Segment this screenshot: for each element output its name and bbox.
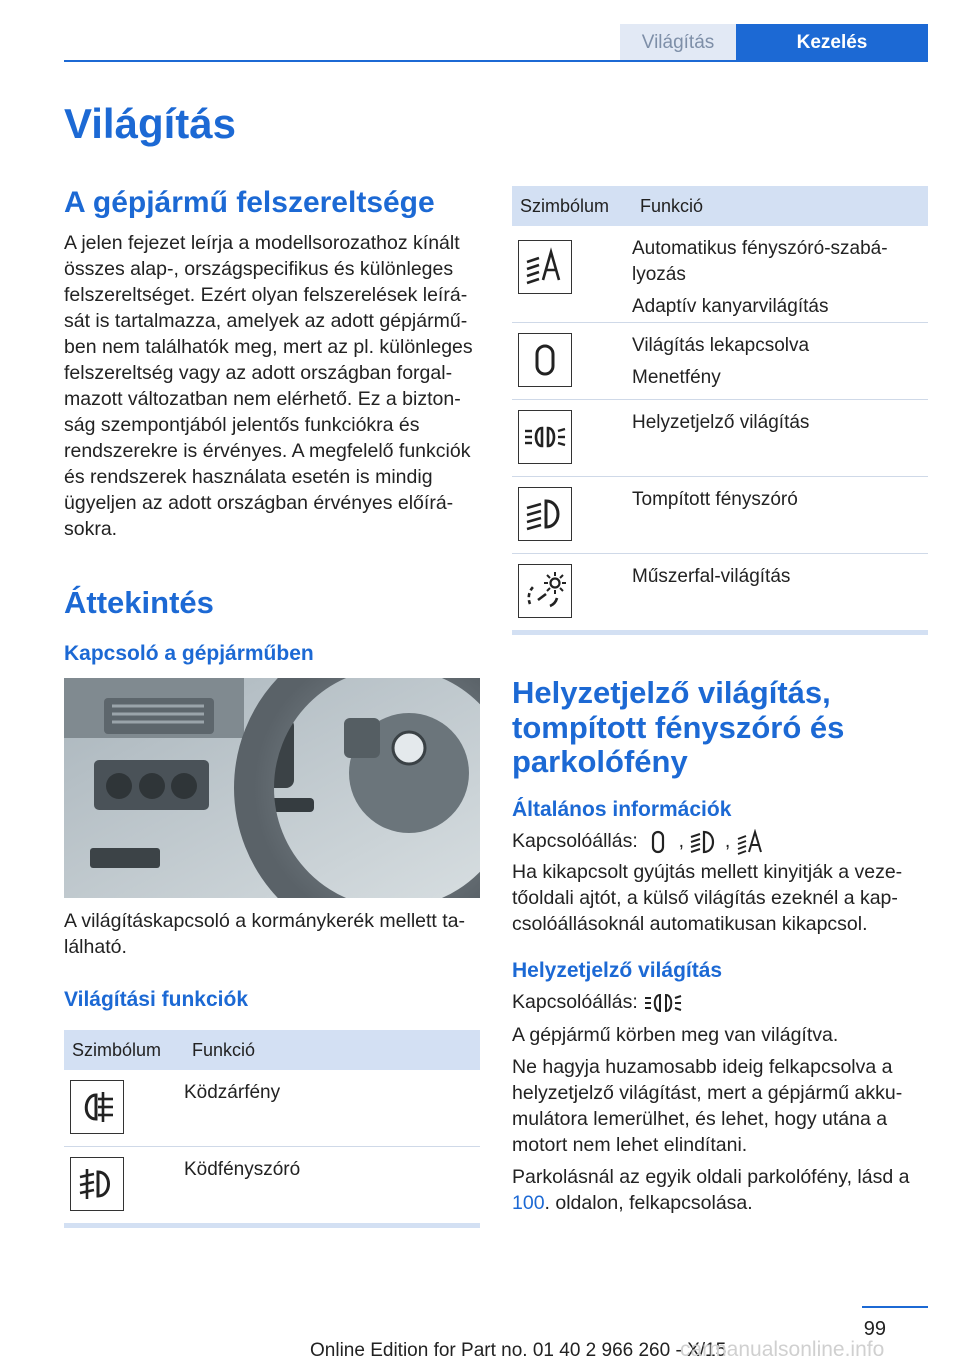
- col-symbol-header: Szimbólum: [72, 1039, 162, 1060]
- table-row: [64, 1147, 480, 1223]
- lights-off-icon: [643, 829, 673, 855]
- footer-edition: Online Edition for Part no. 01 40 2 966 260 - X/15: [310, 1340, 727, 1361]
- function-text: Automatikus fényszóró-szabályozás: [632, 238, 888, 285]
- parking-text-3: [512, 1164, 928, 1216]
- table-bottom-rule: [512, 630, 928, 635]
- parking-text-2: Ne hagyja huzamosabb ideig felkapcsolva a helyzetjelző világítást, mert a gépjármű akkumulátora lemerülhet, és lehet, hogy utána a motort nem lehet elindítani.: [512, 1055, 903, 1156]
- col-function-header: Funkció: [192, 1039, 256, 1060]
- table-header: [512, 186, 928, 226]
- parking-light-icon: [518, 410, 572, 464]
- rear-fog-light-icon: [70, 1080, 124, 1134]
- table-row: [512, 226, 928, 323]
- table-row: [64, 1070, 480, 1147]
- page-number: 99: [863, 1318, 886, 1340]
- auto-headlight-icon: [518, 240, 572, 294]
- function-text: Menetfény: [632, 367, 721, 388]
- function-text: Ködzárfény: [184, 1082, 281, 1103]
- col-function-header: Funkció: [640, 195, 704, 216]
- table-row: [512, 477, 928, 554]
- function-text: Adaptív kanyarvilágítás: [632, 296, 829, 317]
- function-text: Műszerfal-világítás: [632, 566, 791, 587]
- front-fog-light-icon: [70, 1157, 124, 1211]
- switch-label: Kapcsolóállás:: [512, 830, 638, 853]
- parking-switch-line: [512, 989, 928, 1016]
- low-beam-icon: [689, 829, 719, 855]
- subsection-switch-title: Kapcsoló a gépjárműben: [64, 642, 314, 666]
- footer-rule: [862, 1306, 928, 1308]
- function-text: Tompított fényszóró: [632, 489, 798, 510]
- table-row: [512, 554, 928, 630]
- functions-title: Világítási funkciók: [64, 988, 249, 1011]
- function-text: Helyzetjelző világítás: [632, 412, 810, 433]
- function-text: Ködfényszóró: [184, 1159, 301, 1180]
- parking-text-3-end: . oldalon, felkapcsolása.: [544, 1191, 753, 1214]
- general-info-text: Ha kikapcsolt gyújtás mellett kinyitják a vezetőoldali ajtót, a külső világítás ezeknél a kapcsolóállásoknál automatikusan kikapcsol.: [512, 861, 903, 935]
- separator-1: ,: [678, 830, 685, 853]
- left-functions-table: [64, 1030, 480, 1228]
- function-text: Világítás lekapcsolva: [632, 335, 810, 356]
- section-equipment-text: A jelen fejezet leírja a modellsorozathoz kínált összes alap-, országspecifikus és különleges felszereltséget. Ezért olyan felszerelések leírását is tartalmazza, amelyek az adott gépjárműben nem találhatók meg, mert az pl. különleges felszereltség vagy az adott országban forgalmazott változatban nem elérhető. Ez a biztonság szempontjából jelentős funkciókra és rendszerekre is érvényes. A megfelelő funkciók és rendszerek használata esetén is mindig ügyeljen az adott országban érvényes előírásokra.: [64, 231, 473, 540]
- lights-off-icon: [518, 333, 572, 387]
- table-row: [512, 400, 928, 477]
- header-tab-chapter: Kezelés: [736, 24, 928, 62]
- section-parking-lights-title: Helyzetjelző világítás, tompított fényszóró és parkolófény: [512, 675, 845, 780]
- table-bottom-rule: [64, 1223, 480, 1228]
- parking-text-3-start: Parkolásnál az egyik oldali parkolófény, lásd a: [512, 1165, 910, 1188]
- general-info-title: Általános információk: [512, 798, 732, 822]
- page-reference-link[interactable]: 100: [512, 1191, 545, 1214]
- col-symbol-header: Szimbólum: [520, 195, 610, 216]
- right-functions-table: [512, 186, 928, 635]
- separator-2: ,: [724, 830, 731, 853]
- right-column-text: [512, 676, 928, 1216]
- table-row: [512, 323, 928, 400]
- instrument-lighting-icon: [518, 564, 572, 618]
- parking-light-icon: [643, 990, 683, 1016]
- parking-light-title: Helyzetjelző világítás: [512, 959, 723, 982]
- left-column-lower: [64, 908, 482, 1012]
- photo-caption: A világításkapcsoló a kormánykerék mellett található.: [64, 910, 466, 958]
- parking-text-1: A gépjármű körben meg van világítva.: [512, 1023, 839, 1046]
- watermark: carmanualsonline.info: [680, 1338, 885, 1361]
- section-overview-title: Áttekintés: [64, 584, 214, 620]
- left-column: [64, 186, 482, 666]
- page-title: Világítás: [64, 100, 236, 147]
- header-rule: [64, 60, 928, 62]
- header-tab-section: Világítás: [620, 24, 736, 62]
- light-switch-photo: [64, 678, 480, 898]
- low-beam-icon: [518, 487, 572, 541]
- auto-headlight-icon: [736, 829, 766, 855]
- switch-positions-line: [512, 828, 928, 855]
- switch-label: Kapcsolóállás:: [512, 991, 638, 1013]
- table-header: [64, 1030, 480, 1070]
- section-equipment-title: A gépjármű felszereltsége: [64, 186, 435, 219]
